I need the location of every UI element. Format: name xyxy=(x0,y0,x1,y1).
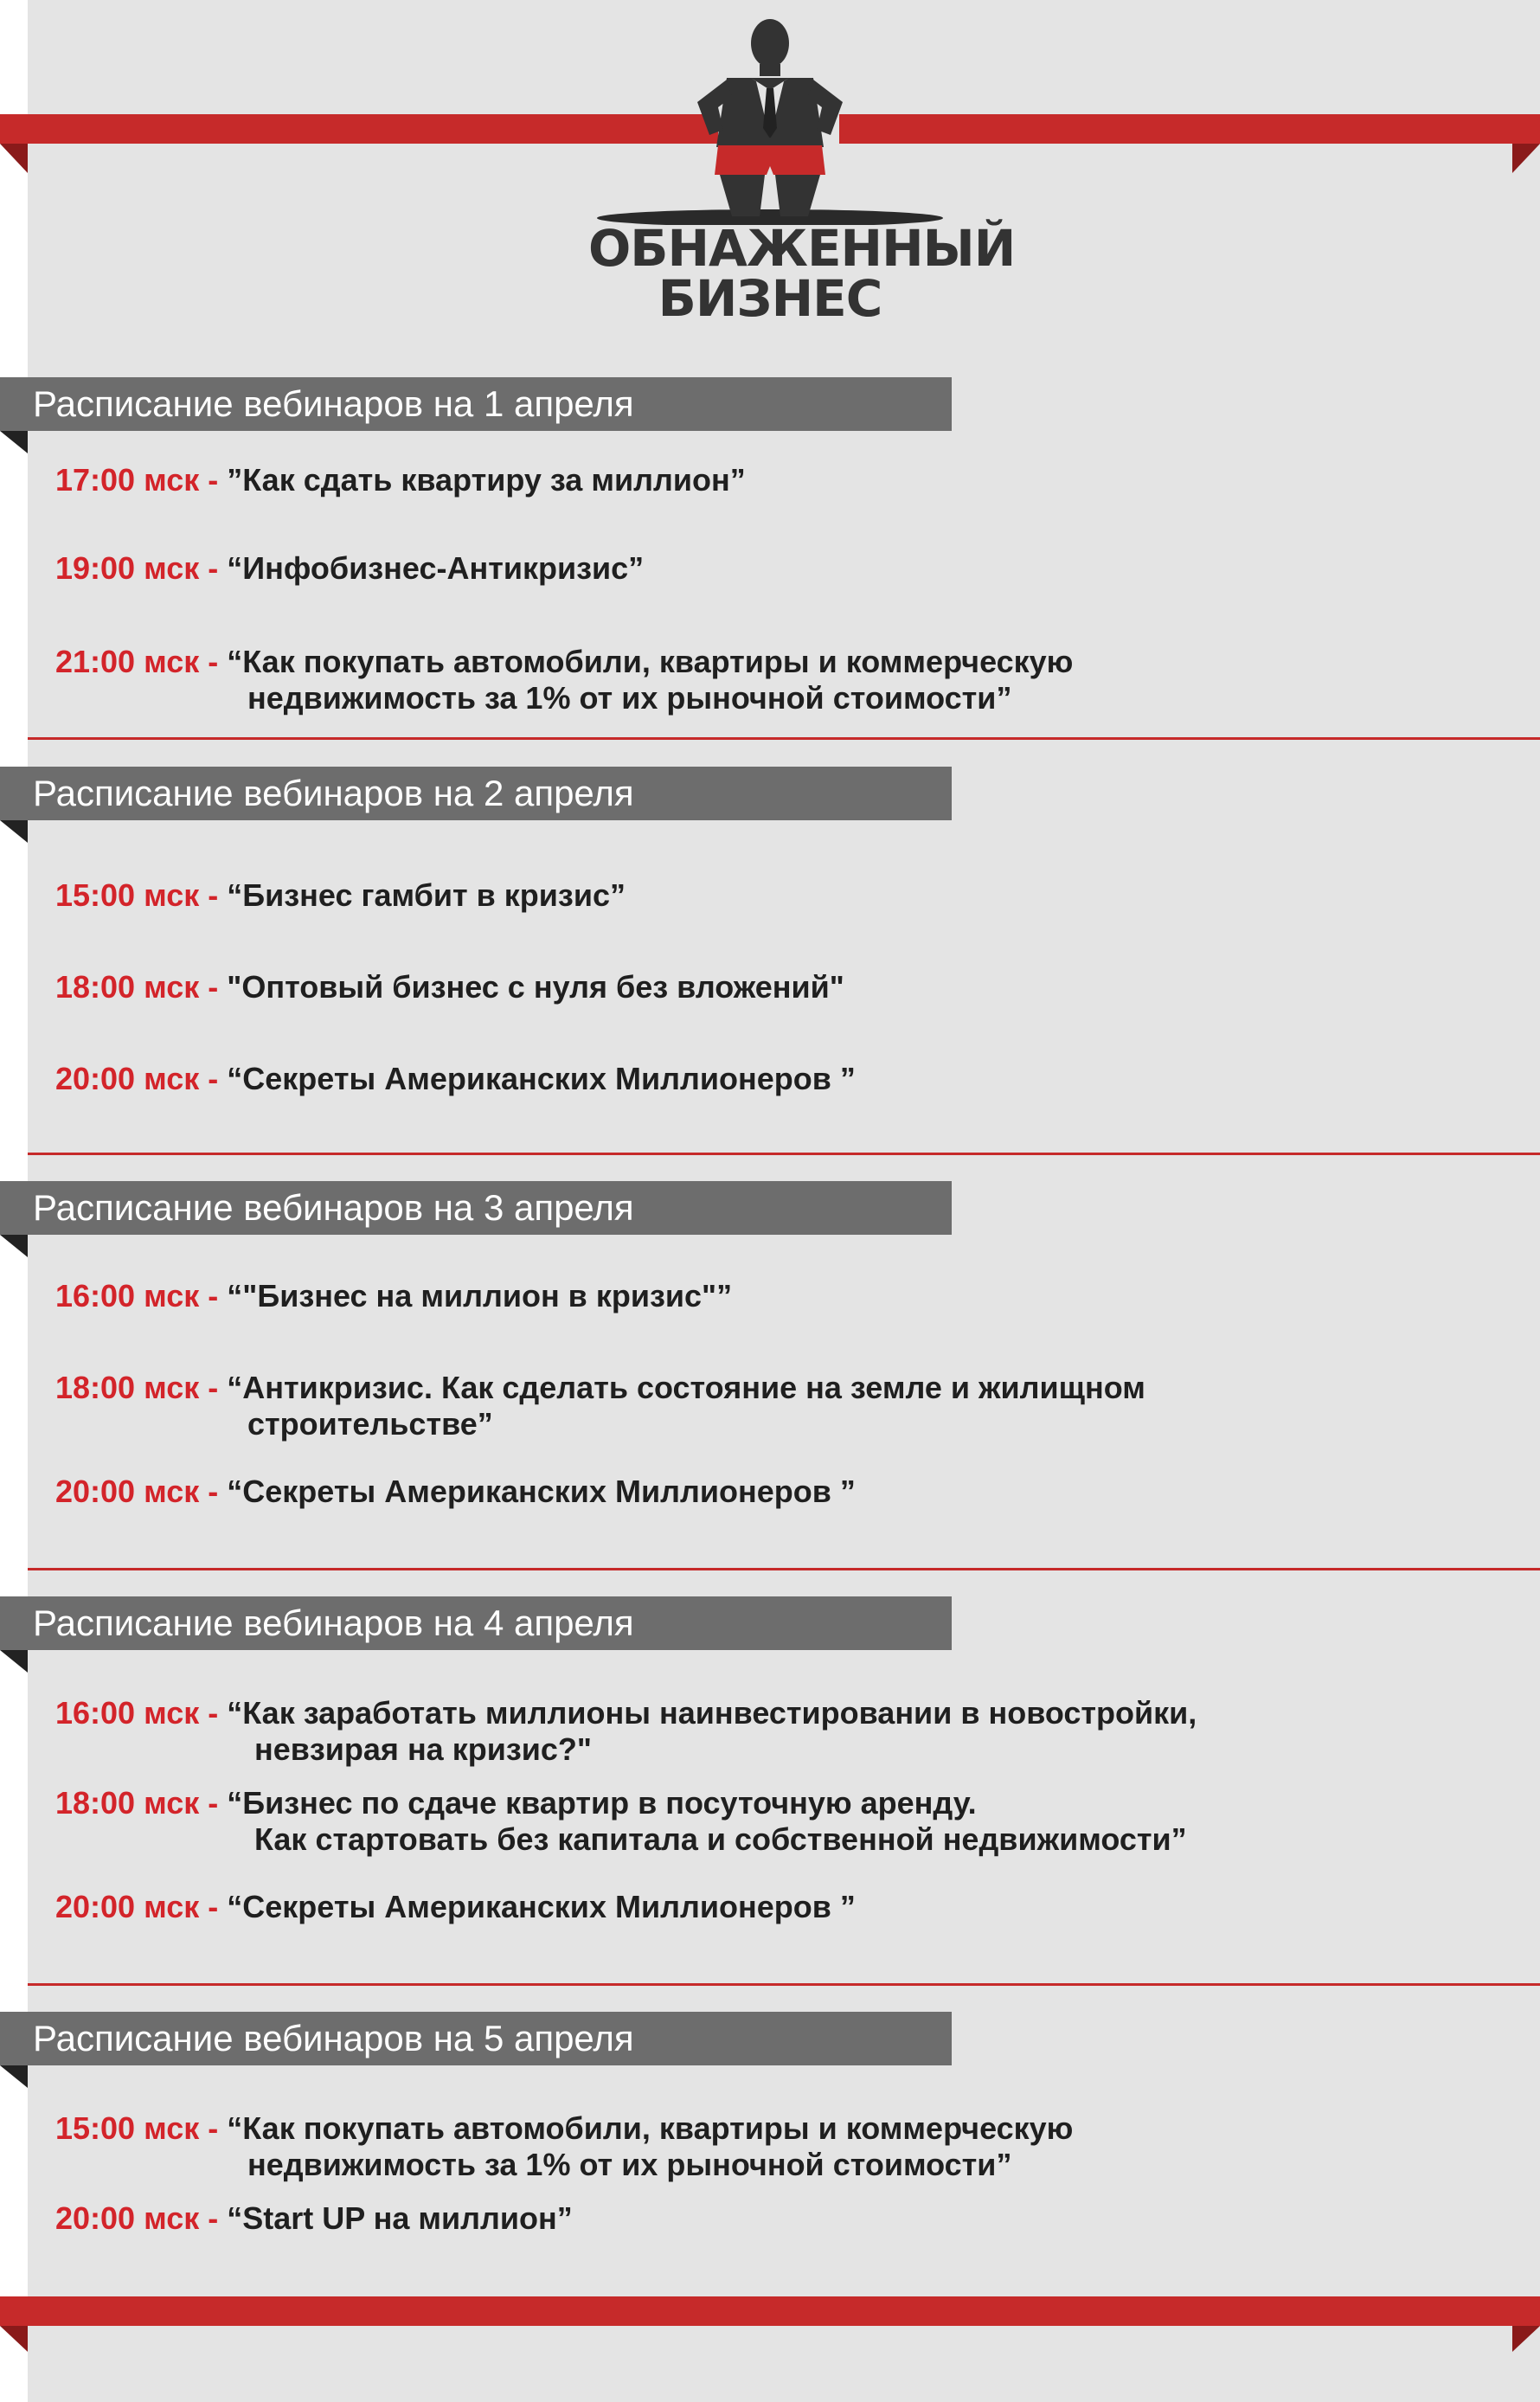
webinar-time: 17:00 мск - xyxy=(55,462,228,498)
section-heading: Расписание вебинаров на 4 апреля xyxy=(33,1602,634,1643)
webinar-item xyxy=(55,1061,856,1097)
logo-line-2: БИЗНЕС xyxy=(658,269,882,328)
webinar-item xyxy=(55,462,746,498)
webinar-item xyxy=(55,1474,856,1510)
webinar-time: 18:00 мск - xyxy=(55,1785,228,1821)
bottom-ribbon-left-fold xyxy=(0,2326,28,2352)
webinar-title: “Секреты Американских Миллионеров ” xyxy=(227,1474,856,1509)
logo-line-1: ОБНАЖЕННЫЙ xyxy=(588,219,1016,278)
brand-logo xyxy=(588,17,1016,329)
webinar-item xyxy=(55,644,1073,716)
section-header-fold xyxy=(0,431,28,453)
webinar-title: “Секреты Американских Миллионеров ” xyxy=(227,1889,856,1924)
webinar-title: “Бизнес гамбит в кризис” xyxy=(227,877,626,913)
webinar-title: “Бизнес по сдаче квартир в посуточную аренду. xyxy=(227,1785,977,1821)
webinar-title-continued: строительстве” xyxy=(247,1406,493,1442)
section-divider xyxy=(28,737,1540,740)
section-header-fold xyxy=(0,2065,28,2088)
webinar-time: 20:00 мск - xyxy=(55,1061,228,1096)
section-header-fold xyxy=(0,1235,28,1257)
bottom-ribbon xyxy=(0,2296,1540,2326)
webinar-time: 21:00 мск - xyxy=(55,644,228,679)
webinar-title-continued: недвижимость за 1% от их рыночной стоимости” xyxy=(247,680,1012,716)
section-header-fold xyxy=(0,1650,28,1673)
section-divider xyxy=(28,1983,1540,1986)
webinar-time: 18:00 мск - xyxy=(55,1370,228,1405)
webinar-item xyxy=(55,969,844,1005)
section-heading: Расписание вебинаров на 2 апреля xyxy=(33,773,634,813)
webinar-time: 20:00 мск - xyxy=(55,1474,228,1509)
businessman-icon xyxy=(588,17,952,225)
webinar-title: “Инфобизнес-Антикризис” xyxy=(227,550,645,586)
webinar-title: “Антикризис. Как сделать состояние на земле и жилищном xyxy=(227,1370,1145,1405)
webinar-item xyxy=(55,1278,732,1314)
webinar-title: “Как покупать автомобили, квартиры и коммерческую xyxy=(227,2110,1074,2146)
webinar-title: “Как заработать миллионы наинвестировании в новостройки, xyxy=(227,1695,1197,1731)
webinar-title: “Секреты Американских Миллионеров ” xyxy=(227,1061,856,1096)
webinar-item xyxy=(55,1695,1197,1768)
section-divider xyxy=(28,1153,1540,1155)
webinar-title-continued: невзирая на кризис?" xyxy=(254,1731,592,1767)
webinar-time: 16:00 мск - xyxy=(55,1278,228,1313)
webinar-item xyxy=(55,2110,1073,2183)
webinar-title: ”Как сдать квартиру за миллион” xyxy=(227,462,746,498)
webinar-time: 15:00 мск - xyxy=(55,2110,228,2146)
webinar-time: 20:00 мск - xyxy=(55,1889,228,1924)
webinar-title: “Start UP на миллион” xyxy=(227,2200,573,2236)
webinar-time: 19:00 мск - xyxy=(55,550,228,586)
bottom-ribbon-right-fold xyxy=(1512,2326,1540,2352)
webinar-item xyxy=(55,877,626,914)
webinar-title: “Как покупать автомобили, квартиры и коммерческую xyxy=(227,644,1074,679)
top-ribbon-right-fold xyxy=(1512,144,1540,173)
section-divider xyxy=(28,1568,1540,1570)
webinar-item xyxy=(55,550,644,587)
section-heading: Расписание вебинаров на 1 апреля xyxy=(33,383,634,424)
webinar-title-continued: Как стартовать без капитала и собственной недвижимости” xyxy=(254,1821,1187,1857)
webinar-time: 20:00 мск - xyxy=(55,2200,228,2236)
top-ribbon-left-fold xyxy=(0,144,28,173)
webinar-item xyxy=(55,2200,573,2237)
webinar-item xyxy=(55,1785,1187,1858)
webinar-title: “"Бизнес на миллион в кризис"” xyxy=(227,1278,733,1313)
webinar-time: 16:00 мск - xyxy=(55,1695,228,1731)
webinar-item xyxy=(55,1889,856,1925)
section-heading: Расписание вебинаров на 3 апреля xyxy=(33,1187,634,1228)
webinar-time: 15:00 мск - xyxy=(55,877,228,913)
webinar-title-continued: недвижимость за 1% от их рыночной стоимости” xyxy=(247,2147,1012,2182)
section-header-fold xyxy=(0,820,28,843)
section-heading: Расписание вебинаров на 5 апреля xyxy=(33,2018,634,2058)
webinar-item xyxy=(55,1370,1145,1442)
webinar-title: "Оптовый бизнес с нуля без вложений" xyxy=(227,969,844,1005)
webinar-time: 18:00 мск - xyxy=(55,969,228,1005)
